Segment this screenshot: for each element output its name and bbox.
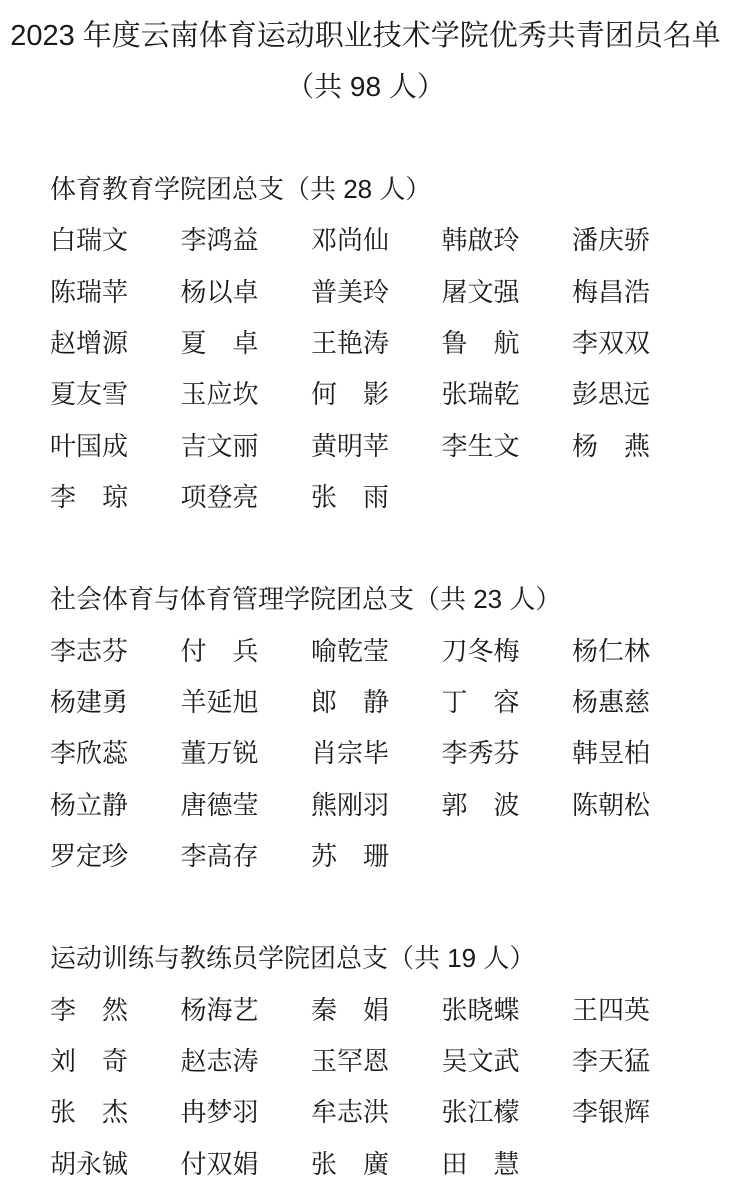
member-name: 喻乾莹 <box>311 635 390 666</box>
name-row <box>0 470 731 521</box>
member-name: 杨立静 <box>50 789 129 820</box>
member-name: 何 影 <box>311 379 390 410</box>
section-header: 体育教育学院团总支（共 28 人） <box>50 174 432 205</box>
member-name: 刀冬梅 <box>441 635 520 666</box>
member-name: 普美玲 <box>311 276 390 307</box>
member-name: 张 廣 <box>311 1148 390 1179</box>
member-name: 罗定珍 <box>50 840 129 871</box>
member-name: 叶国成 <box>50 430 129 461</box>
name-row <box>0 777 731 828</box>
member-name: 李 然 <box>50 994 129 1025</box>
member-name: 黄明苹 <box>311 430 390 461</box>
member-name: 韩啟玲 <box>441 225 520 256</box>
name-row <box>0 624 731 675</box>
roster-section <box>0 572 731 880</box>
name-row <box>0 675 731 726</box>
blank-line <box>0 521 731 572</box>
member-name: 张 杰 <box>50 1097 129 1128</box>
name-row <box>0 1085 731 1136</box>
member-name: 鲁 航 <box>441 327 520 358</box>
member-name: 潘庆骄 <box>572 225 651 256</box>
member-name: 夏 卓 <box>180 327 259 358</box>
page-subtitle: （共 98 人） <box>286 70 445 102</box>
member-name: 牟志洪 <box>311 1097 390 1128</box>
member-name: 李银辉 <box>572 1097 651 1128</box>
name-row <box>0 367 731 418</box>
member-name: 李欣蕊 <box>50 738 129 769</box>
member-name: 杨 燕 <box>572 430 651 461</box>
member-name: 白瑞文 <box>50 225 129 256</box>
member-name: 韩昱柏 <box>572 738 651 769</box>
member-name: 杨以卓 <box>180 276 259 307</box>
member-name: 李志芬 <box>50 635 129 666</box>
section-header: 运动训练与教练员学院团总支（共 19 人） <box>50 943 536 974</box>
name-row <box>0 316 731 367</box>
member-name: 肖宗毕 <box>311 738 390 769</box>
member-name: 杨海艺 <box>180 994 259 1025</box>
name-row <box>0 418 731 469</box>
member-name: 李秀芬 <box>441 738 520 769</box>
member-name: 项登亮 <box>180 481 259 512</box>
name-row <box>0 264 731 315</box>
member-name: 陈瑞苹 <box>50 276 129 307</box>
member-name: 杨仁林 <box>572 635 651 666</box>
member-name: 张瑞乾 <box>441 379 520 410</box>
member-name: 邓尚仙 <box>311 225 390 256</box>
member-name: 屠文强 <box>441 276 520 307</box>
member-name: 郭 波 <box>441 789 520 820</box>
member-name: 梅昌浩 <box>572 276 651 307</box>
blank-line <box>0 880 731 931</box>
member-name: 陈朝松 <box>572 789 651 820</box>
member-name: 李高存 <box>180 840 259 871</box>
member-name: 赵增源 <box>50 327 129 358</box>
member-name: 丁 容 <box>441 687 520 717</box>
member-name: 李生文 <box>441 430 520 461</box>
member-name: 胡永铖 <box>50 1148 129 1179</box>
member-name: 李天猛 <box>572 1046 651 1077</box>
member-name: 张 雨 <box>311 481 390 512</box>
member-name: 羊延旭 <box>180 687 259 717</box>
member-name: 李双双 <box>572 327 651 358</box>
roster-sections <box>0 111 731 1188</box>
member-name: 熊刚羽 <box>311 789 390 820</box>
member-name: 苏 珊 <box>311 840 390 871</box>
member-name: 郎 静 <box>311 687 390 717</box>
name-row <box>0 1137 731 1188</box>
member-name: 董万锐 <box>180 738 259 769</box>
member-name: 张江檬 <box>441 1097 520 1128</box>
name-row <box>0 726 731 777</box>
member-name: 吴文武 <box>441 1046 520 1077</box>
member-name: 李鸿益 <box>180 225 259 256</box>
member-name: 吉文丽 <box>180 430 259 461</box>
member-name: 夏友雪 <box>50 379 129 410</box>
member-name: 唐德莹 <box>180 789 259 820</box>
member-name: 王艳涛 <box>311 327 390 358</box>
member-name: 玉罕恩 <box>311 1046 390 1077</box>
member-name: 付 兵 <box>180 635 259 666</box>
name-row <box>0 983 731 1034</box>
member-name: 张晓蝶 <box>441 994 520 1025</box>
member-name: 杨惠慈 <box>572 687 651 717</box>
page-title: 2023 年度云南体育运动职业技术学院优秀共青团员名单 <box>10 20 721 53</box>
blank-line <box>0 111 731 162</box>
member-name: 赵志涛 <box>180 1046 259 1077</box>
member-name: 彭思远 <box>572 379 651 410</box>
section-header: 社会体育与体育管理学院团总支（共 23 人） <box>50 584 562 615</box>
member-name: 冉梦羽 <box>180 1097 259 1128</box>
member-name: 王四英 <box>572 994 651 1025</box>
name-row <box>0 829 731 880</box>
member-name: 李 琼 <box>50 481 129 512</box>
name-row <box>0 1034 731 1085</box>
member-name: 玉应坎 <box>180 379 259 410</box>
name-row <box>0 213 731 264</box>
member-name: 田 慧 <box>441 1148 520 1179</box>
member-name: 秦 娟 <box>311 994 390 1025</box>
member-name: 付双娟 <box>180 1148 259 1179</box>
member-name: 杨建勇 <box>50 687 129 717</box>
roster-section <box>0 162 731 521</box>
roster-section <box>0 931 731 1187</box>
member-name: 刘 奇 <box>50 1046 129 1077</box>
